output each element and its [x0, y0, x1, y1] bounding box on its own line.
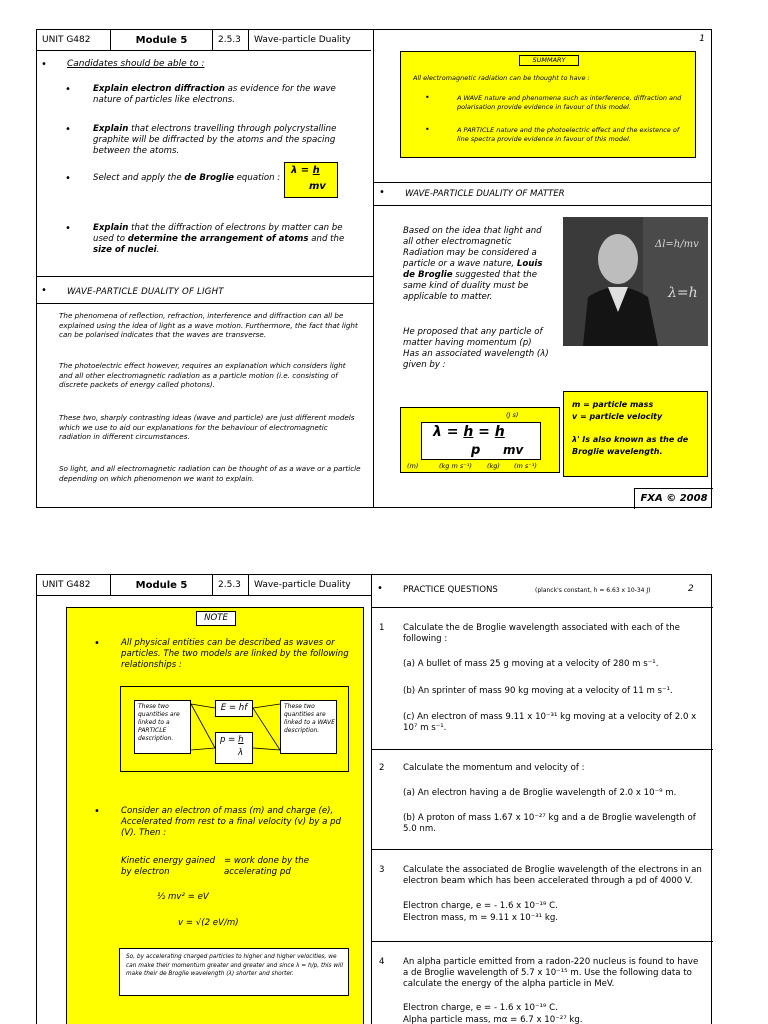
question-1-text: Calculate the de Broglie wavelength associated with each of the following :	[403, 623, 680, 644]
kinetic-energy-equation: ½ mv² = eV	[157, 892, 209, 902]
practice-heading: PRACTICE QUESTIONS	[403, 585, 498, 595]
summary-intro: All electromagnetic radiation can be thought to have :	[413, 74, 590, 82]
light-paragraph-2: The photoelectric effect however, requires an explanation which considers light and all other electromagnetic radiation as a particle motion (i.e. consisting of discrete packets of energy called photons).	[59, 361, 346, 389]
module-label: Module 5	[111, 30, 213, 50]
objective-3: Select and apply the de Broglie equation :	[93, 173, 281, 183]
objective-4: Explain that the diffraction of electrons by matter can be used to determine the arrangement of atoms and the size of nuclei.	[93, 223, 345, 255]
energy-equation: E = hf	[215, 700, 253, 717]
summary-bullet-1: A WAVE nature and phenomena such as interference, diffraction and polarisation provide evidence in favour of this model.	[457, 94, 682, 111]
de-broglie-equation-box: λ = h mv	[284, 162, 338, 198]
question-2-number: 2	[379, 763, 385, 773]
wave-description: These two quantities are linked to a WAVE description.	[284, 703, 335, 734]
question-2-text: Calculate the momentum and velocity of :	[403, 763, 585, 773]
light-paragraph-3: These two, sharply contrasting ideas (wave and particle) are just different models which we use to aid our explanations for the behaviour of electromagnetic radiation in different circumstances.	[59, 413, 355, 441]
de-broglie-photo	[563, 217, 708, 346]
unit-label: UNIT G482	[37, 30, 111, 50]
objective-2: Explain that electrons travelling through polycrystalline graphite will be diffracted by the atoms and the spacing between the atoms.	[93, 124, 337, 156]
svg-text:Δl=h/mv: Δl=h/mv	[655, 239, 699, 250]
question-4-text: An alpha particle emitted from a radon-220 nucleus is found to have a de Broglie wavelength of 5.7 x 10⁻¹⁵ m. Use the following data to calculate the energy of the alpha particle in MeV.	[403, 957, 699, 989]
light-paragraph-1: The phenomena of reflection, refraction, interference and diffraction can all be explained using the idea of light as a wave motion. Furthermore, the fact that light can be polarised indicates that the waves are transverse.	[59, 311, 358, 339]
matter-paragraph-1: Based on the idea that light and all other electromagnetic Radiation may be considered a particle or a wave nature, Louis de Broglie suggested that the same kind of duality must be applicable to matter.	[403, 226, 543, 302]
particle-description: These two quantities are linked to a PARTICLE description.	[138, 703, 180, 742]
light-heading: WAVE-PARTICLE DUALITY OF LIGHT	[67, 287, 224, 297]
svg-text:λ=h: λ=h	[668, 285, 698, 301]
legend-box: m = particle mass v = particle velocity λ' Is also known as the de Broglie wavelength.	[563, 391, 708, 477]
question-4-data-1: Electron charge, e = - 1.6 x 10⁻¹⁹ C.	[403, 1003, 558, 1013]
question-3-data-2: Electron mass, m = 9.11 x 10⁻³¹ kg.	[403, 913, 559, 923]
velocity-equation: v = √(2 eV/m)	[178, 918, 239, 928]
unit-ms: (m s⁻¹)	[514, 462, 537, 470]
summary-title: SUMMARY	[519, 55, 579, 66]
question-1b: (b) An sprinter of mass 90 kg moving at a velocity of 11 m s⁻¹.	[403, 686, 673, 696]
page-2-number: 2	[688, 584, 694, 594]
question-3-data-1: Electron charge, e = - 1.6 x 10⁻¹⁹ C.	[403, 901, 558, 911]
question-1a: (a) A bullet of mass 25 g moving at a velocity of 280 m s⁻¹.	[403, 659, 659, 669]
unit-m: (m)	[407, 462, 419, 470]
unit-kgms: (kg m s⁻¹)	[439, 462, 472, 470]
question-2b: (b) A proton of mass 1.67 x 10⁻²⁷ kg and a de Broglie wavelength of 5.0 nm.	[403, 813, 696, 834]
conclusion-box: So, by accelerating charged particles to higher and higher velocities, we can make their momentum greater and greater and since λ = h/p, this will make their de Broglie wavelength (λ) shorter and shorter.	[119, 948, 349, 996]
matter-paragraph-2: He proposed that any particle of matter having momentum (p) Has an associated wavelength (λ) given by :	[403, 327, 549, 370]
page-number: 1	[699, 34, 705, 44]
section-label: 2.5.3	[213, 30, 249, 50]
note-panel: NOTE • All physical entities can be described as waves or particles. The two models are linked by the following relationships : These two quantities are linked to a PARTICLE description. These two quantities are linked to a WAVE description. E = hf p = h λ • Consider an electron of mass (m) and charge (e), Accelerated from rest to a final velocity (v) by a pd (V). Then : Kinetic energy gained by electron = work done by the accelerating pd ½ mv² = eV v = √(2 eV/m) So, by accelerating charged particles to higher and higher velocities, we can make their momentum greater and greater and since λ = h/p, this will make their de Broglie wavelength (λ) shorter and shorter.	[66, 607, 364, 1024]
ke-right: = work done by the accelerating pd	[224, 856, 310, 877]
objectives-title: Candidates should be able to :	[67, 59, 205, 69]
ke-left: Kinetic energy gained by electron	[121, 856, 216, 877]
objective-1: Explain electron diffraction as evidence for the wave nature of particles like electrons.	[93, 84, 336, 105]
note-bullet-1: All physical entities can be described as waves or particles. The two models are linked by the following relationships :	[121, 638, 349, 670]
matter-heading: WAVE-PARTICLE DUALITY OF MATTER	[405, 189, 565, 199]
page-2-header: UNIT G482 Module 5 2.5.3 Wave-particle Duality	[37, 575, 371, 596]
question-1-number: 1	[379, 623, 385, 633]
light-paragraph-4: So light, and all electromagnetic radiation can be thought of as a wave or a particle depending on which phenomenon we want to explain.	[59, 464, 361, 483]
question-1c: (c) An electron of mass 9.11 x 10⁻³¹ kg moving at a velocity of 2.0 x 10⁷ m s⁻¹.	[403, 712, 697, 733]
copyright-footer: FXA © 2008	[634, 488, 713, 509]
note-bullet-2: Consider an electron of mass (m) and charge (e), Accelerated from rest to a final velocity (v) by a pd (V). Then :	[121, 806, 342, 838]
question-2a: (a) An electron having a de Broglie wavelength of 2.0 x 10⁻⁹ m.	[403, 788, 677, 798]
page-1-header	[37, 30, 371, 51]
question-4-number: 4	[379, 957, 385, 967]
summary-box: SUMMARY All electromagnetic radiation can be thought to have : • A WAVE nature and phenomena such as interference, diffraction and polarisation provide evidence in favour of this model. • A PARTICLE nature and the photoelectric effect and the existence of line spectra provide evidence in favour of this model.	[400, 51, 696, 158]
wavelength-equation-box: (J s) λ = h = h p mv (m) (kg m s⁻¹) (kg) (m s⁻¹)	[400, 407, 560, 473]
summary-bullet-2: A PARTICLE nature and the photoelectric effect and the existence of line spectra provide evidence in favour of this model.	[457, 126, 680, 143]
question-3-number: 3	[379, 865, 385, 875]
units-js: (J s)	[506, 411, 519, 419]
page-2: UNIT G482 Module 5 2.5.3 Wave-particle Duality NOTE • All physical entities can be described as waves or particles. The two models are linked by the following relationships : These two quantities are linked to a PARTICLE description. These two quantities are linked to a WAVE description. E = hf p = h λ • Consider an electron of mass (m) and charge (e), Accelerated from rest to a final velocity (v) by a pd (V). Then : Kinetic energy gained by electron = work done by the accelerating pd ½ mv² = eV v = √(2 eV/m) So, by accelerating charged particles to higher and higher velocities, we can make their momentum greater and greater and since λ = h/p, this will make their de Broglie wavelength (λ) shorter and shorter. • PRACTICE QUESTIONS (planck's constant, h = 6.63 x 10-34 J) 2 1 Calculate the de Broglie wavelength associated with each of the following : (a) A bullet of mass 25 g moving at a velocity of 280 m s⁻¹. (b) An sprinter of mass 90 kg moving at a velocity of 11 m s⁻¹. (c) An electron of mass 9.11 x 10⁻³¹ kg moving at a velocity of 2.0 x 10⁷ m s⁻¹. 2 Calculate the momentum and velocity of : (a) An electron having a de Broglie wavelength of 2.0 x 10⁻⁹ m. (b) A proton of mass 1.67 x 10⁻²⁷ kg and a de Broglie wavelength of 5.0 nm. 3 Calculate the associated de Broglie wavelength of the electrons in an electron beam which has been accelerated through a pd of 4000 V. Electron charge, e = - 1.6 x 10⁻¹⁹ C. Electron mass, m = 9.11 x 10⁻³¹ kg. 4 An alpha particle emitted from a radon-220 nucleus is found to have a de Broglie wavelength of 5.7 x 10⁻¹⁵ m. Use the following data to calculate the energy of the alpha particle in MeV. Electron charge, e = - 1.6 x 10⁻¹⁹ C. Alpha particle mass, mα = 6.7 x 10⁻²⁷ kg.	[36, 574, 712, 1024]
note-title: NOTE	[196, 611, 236, 626]
momentum-equation: p = h λ	[215, 732, 253, 764]
unit-kg: (kg)	[487, 462, 500, 470]
question-4-data-2: Alpha particle mass, mα = 6.7 x 10⁻²⁷ kg.	[403, 1015, 583, 1024]
topic-label: Wave-particle Duality	[254, 35, 351, 45]
wavelength-equation: λ = h = h	[433, 424, 505, 440]
planck-constant: (planck's constant, h = 6.63 x 10-34 J)	[535, 587, 651, 594]
page-1: UNIT G482 Module 5 2.5.3 Wave-particle Duality 1 • Candidates should be able to : • Explain electron diffraction as evidence for the wave nature of particles like electrons. • Explain that electrons travelling through polycrystalline graphite will be diffracted by the atoms and the spacing between the atoms. • Select and apply the de Broglie equation : λ = h mv • Explain that the diffraction of electrons by matter can be used to determine the arrangement of atoms and the size of nuclei. • WAVE-PARTICLE DUALITY OF LIGHT The phenomena of reflection, refraction, interference and diffraction can all be explained using the idea of light as a wave motion. Furthermore, the fact that light can be polarised indicates that the waves are transverse. The photoelectric effect however, requires an explanation which considers light and all other electromagnetic radiation as a particle motion (i.e. consisting of discrete packets of energy called photons). These two, sharply contrasting ideas (wave and particle) are just different models which we use to aid our explanations for the behaviour of electromagnetic radiation in different circumstances. So light, and all electromagnetic radiation can be thought of as a wave or a particle depending on which phenomenon we want to explain. SUMMARY All electromagnetic radiation can be thought to have : • A WAVE nature and phenomena such as interference, diffraction and polarisation provide evidence in favour of this model. • A PARTICLE nature and the photoelectric effect and the existence of line spectra provide evidence in favour of this model. • WAVE-PARTICLE DUALITY OF MATTER Based on the idea that light and all other electromagnetic Radiation may be considered a particle or a wave nature, Louis de Broglie suggested that the same kind of duality must be applicable to matter. He proposed that any particle of matter having momentum (p) Has an associated wavelength (λ) given by : Δl=h/mv λ=h (J s) λ = h = h p mv (m) (kg m s⁻¹) (kg) (m s⁻¹) m = particle mass v = particle velocity λ' Is also known as the de Broglie wavelength. FXA © 2008	[36, 29, 712, 508]
question-3-text: Calculate the associated de Broglie wavelength of the electrons in an electron beam which has been accelerated through a pd of 4000 V.	[403, 865, 702, 886]
